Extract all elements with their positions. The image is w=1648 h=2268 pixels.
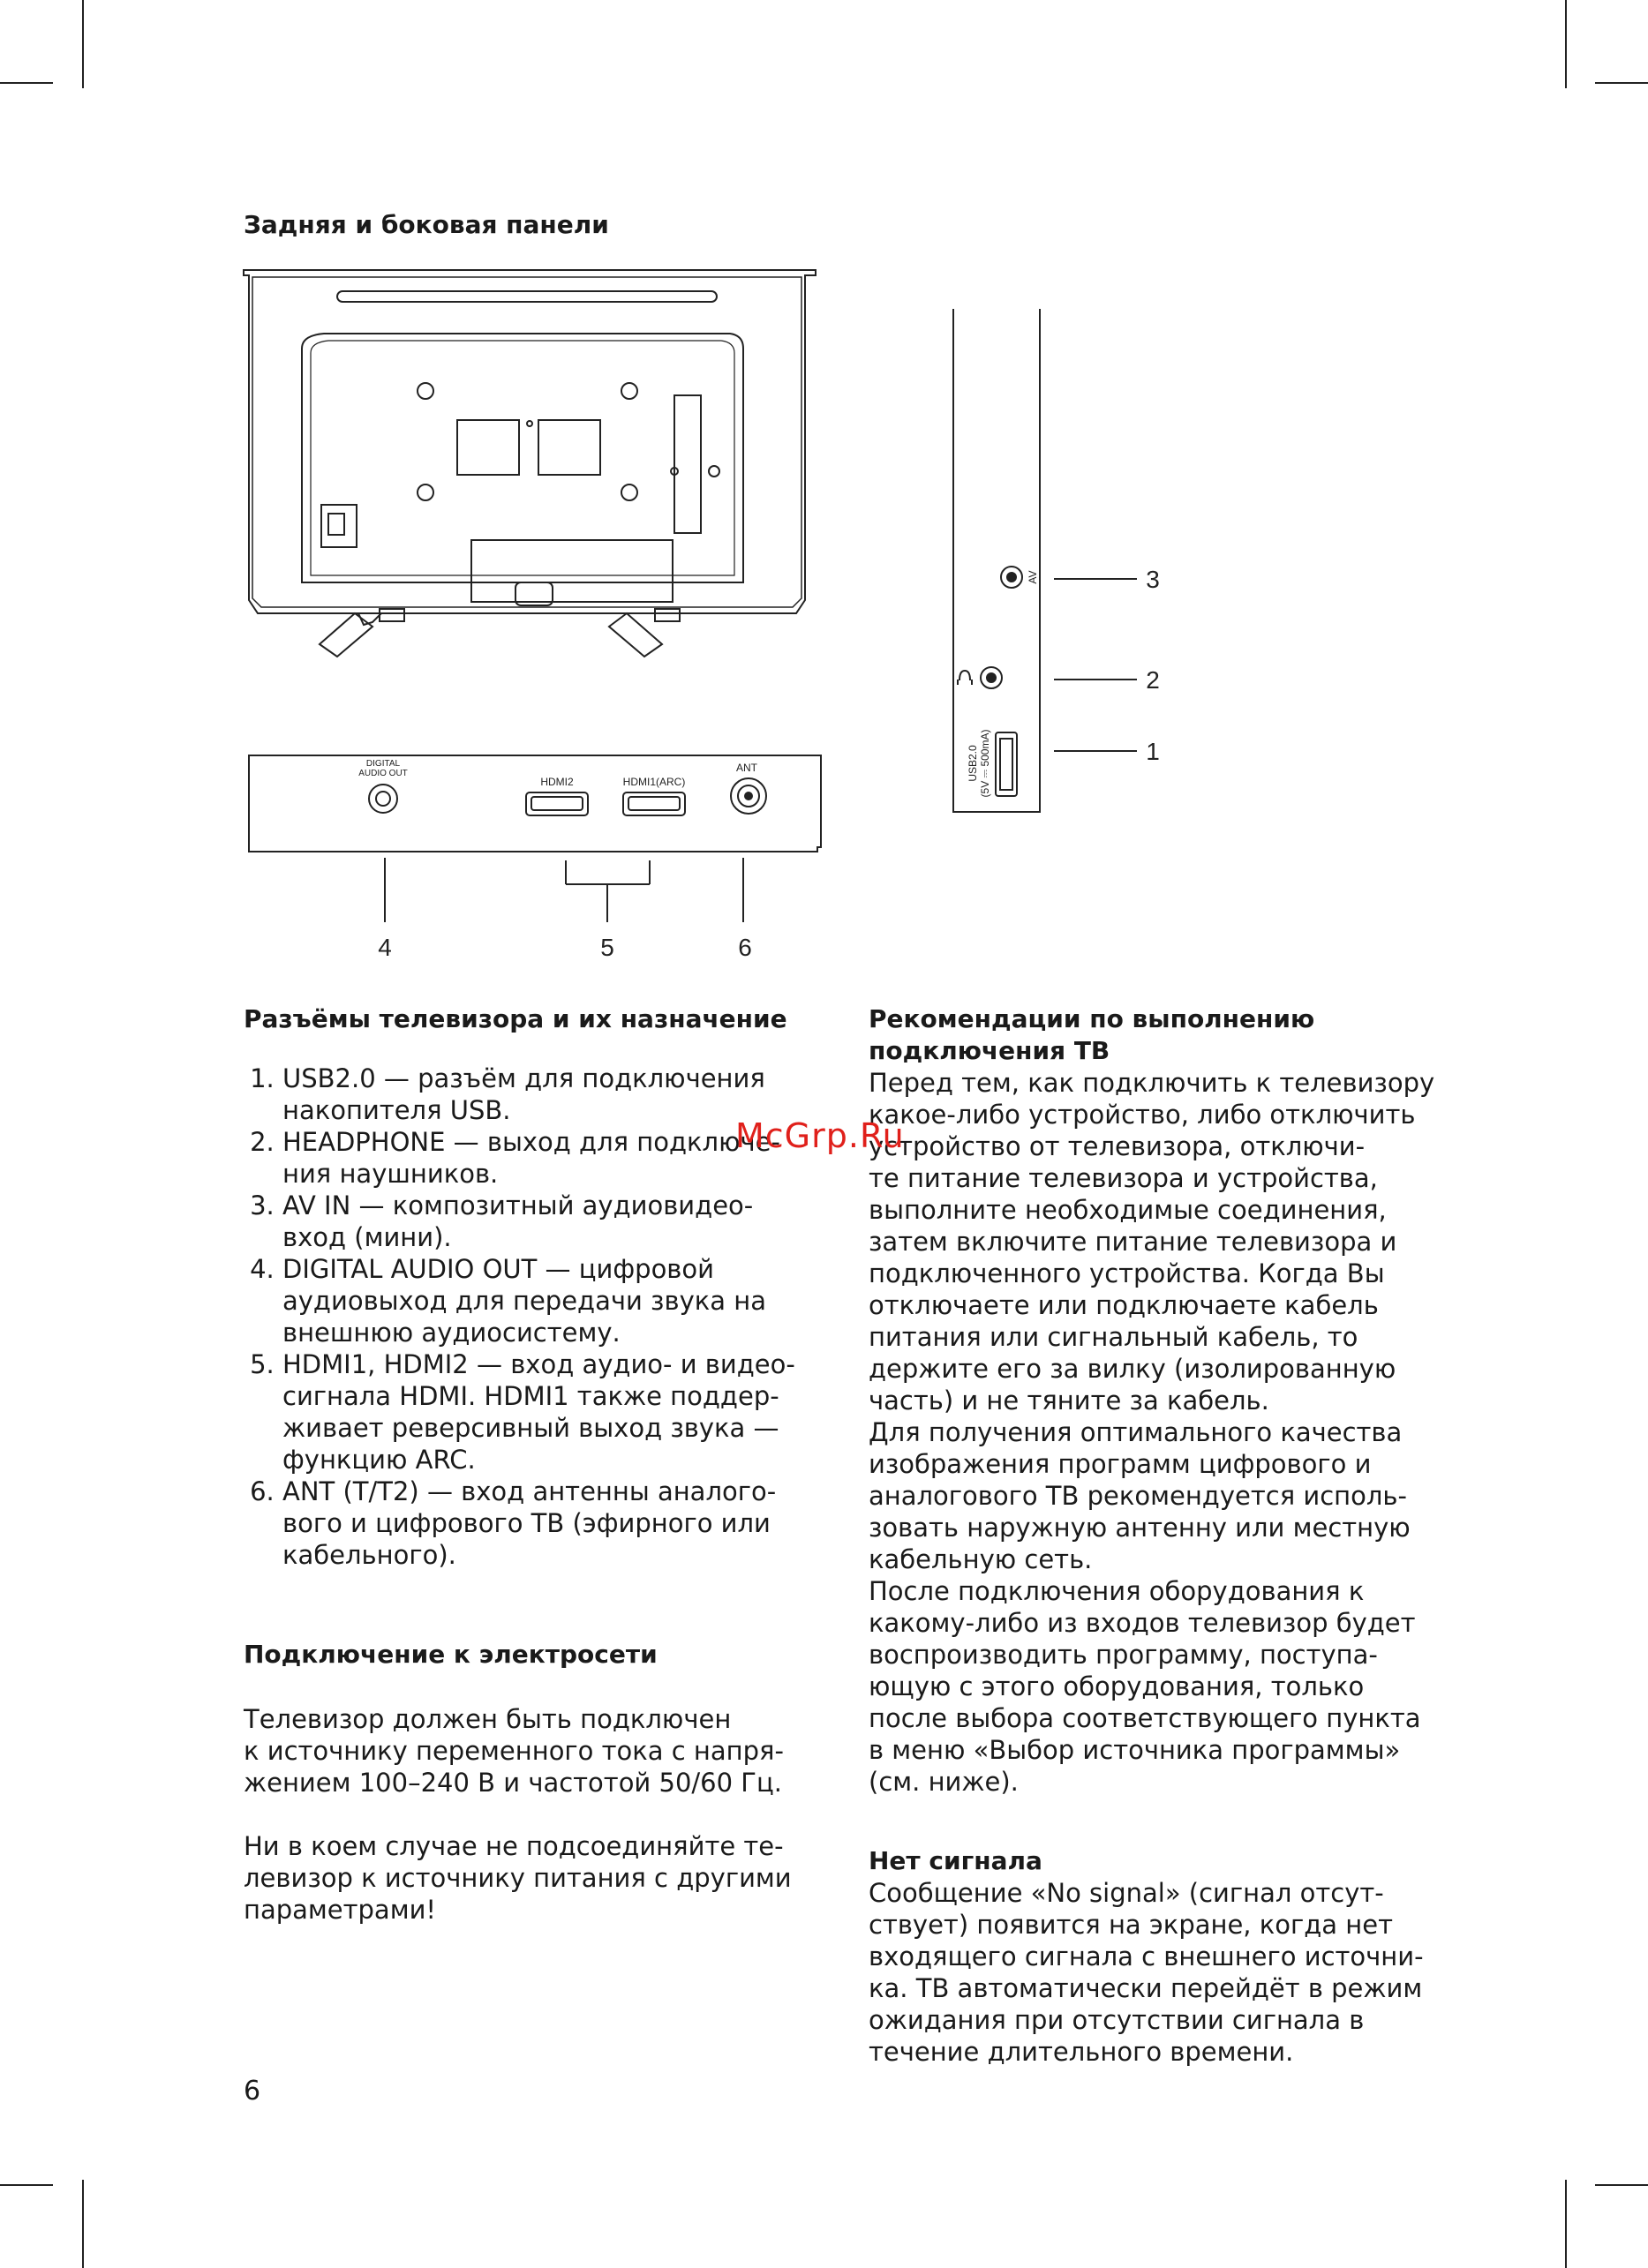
tv-bottom-connector-panel bbox=[244, 750, 826, 971]
power-paragraph: Телевизор должен быть подключен к источнику переменного тока с напря- жением 100–240 В и частотой 50/60 Гц. bbox=[244, 1704, 784, 1798]
crop-mark bbox=[1565, 2180, 1567, 2268]
list-item: 5. HDMI1, HDMI2 — вход аудио- и видео- сигнала HDMI. HDMI1 также поддер- живает реверсивный выход звука — функцию ARC. bbox=[282, 1348, 874, 1476]
label-digital-audio-out: DIGITAL bbox=[365, 759, 401, 769]
list-item: 1. USB2.0 — разъём для подключения накопителя USB. bbox=[282, 1063, 874, 1126]
label-digital-audio-out: AUDIO OUT bbox=[358, 769, 408, 778]
label-usb-power: (5V ⎓ 500mA) bbox=[979, 729, 991, 798]
power-warning-paragraph: Ни в коем случае не подсоединяйте те- левизор к источнику питания с другими параметрами! bbox=[244, 1831, 792, 1925]
callout-5: 5 bbox=[600, 934, 614, 961]
crop-mark bbox=[82, 2180, 84, 2268]
crop-mark bbox=[1565, 0, 1567, 88]
crop-mark bbox=[0, 2184, 53, 2186]
callout-3: 3 bbox=[1146, 566, 1160, 593]
callout-6: 6 bbox=[738, 934, 752, 961]
list-item: 2. HEADPHONE — выход для подключе- ния наушников. bbox=[282, 1126, 874, 1190]
callout-4: 4 bbox=[378, 934, 392, 961]
callout-2: 2 bbox=[1146, 666, 1160, 694]
callout-1: 1 bbox=[1146, 738, 1160, 765]
list-item: 4. DIGITAL AUDIO OUT — цифровой аудиовыход для передачи звука на внешнюю аудиосистему. bbox=[282, 1253, 874, 1348]
watermark: McGrp.Ru bbox=[735, 1116, 905, 1155]
page-title: Задняя и боковая панели bbox=[244, 210, 609, 239]
label-hdmi2: HDMI2 bbox=[540, 776, 574, 788]
crop-mark bbox=[82, 0, 84, 88]
recommendations-heading: Рекомендации по выполнению подключения ТВ bbox=[869, 1004, 1315, 1065]
no-signal-heading: Нет сигнала bbox=[869, 1846, 1042, 1875]
power-heading: Подключение к электросети bbox=[244, 1640, 658, 1669]
page-number: 6 bbox=[244, 2076, 261, 2107]
label-hdmi1: HDMI1(ARC) bbox=[622, 776, 686, 788]
label-ant: ANT bbox=[736, 762, 757, 774]
crop-mark bbox=[1595, 82, 1648, 84]
list-item: 6. ANT (T/T2) — вход антенны аналого- вого и цифрового ТВ (эфирного или кабельного). bbox=[282, 1476, 874, 1571]
tv-rear-panel-diagram bbox=[240, 265, 823, 671]
label-usb: USB2.0 bbox=[967, 745, 979, 782]
connectors-heading: Разъёмы телевизора и их назначение bbox=[244, 1004, 787, 1033]
tv-side-panel-diagram bbox=[944, 300, 1192, 830]
label-av: AV bbox=[1027, 570, 1039, 584]
list-item: 3. AV IN — композитный аудиовидео- вход (мини). bbox=[282, 1190, 874, 1253]
crop-mark bbox=[0, 82, 53, 84]
crop-mark bbox=[1595, 2184, 1648, 2186]
no-signal-text: Сообщение «No signal» (сигнал отсут- ствует) появится на экране, когда нет входящего сигнала с внешнего источни- ка. ТВ автоматически перейдёт в режим ожидания при отсутствии сигнала в течение длительного времени. bbox=[869, 1878, 1424, 2067]
recommendations-text: Перед тем, как подключить к телевизору какое-либо устройство, либо отключить устройство от телевизора, отключи- те питание телевизора и устройства, выполните необходимые соединения, затем включите питание телевизора и подключенного устройства. Когда Вы отключаете или подключаете кабель питания или сигнальный кабель, то держите его за вилку (изолированную часть) и не тяните за кабель. Для получения оптимального качества изображения программ цифрового и аналогового ТВ рекомендуется исполь- зовать наружную антенну или местную кабельную сеть. После подключения оборудования к какому-либо из входов телевизор будет воспроизводить программу, поступа- ющую с этого оборудования, только после выбора соответствующего пункта в меню «Выбор источника программы» (см. ниже). bbox=[869, 1068, 1435, 1797]
